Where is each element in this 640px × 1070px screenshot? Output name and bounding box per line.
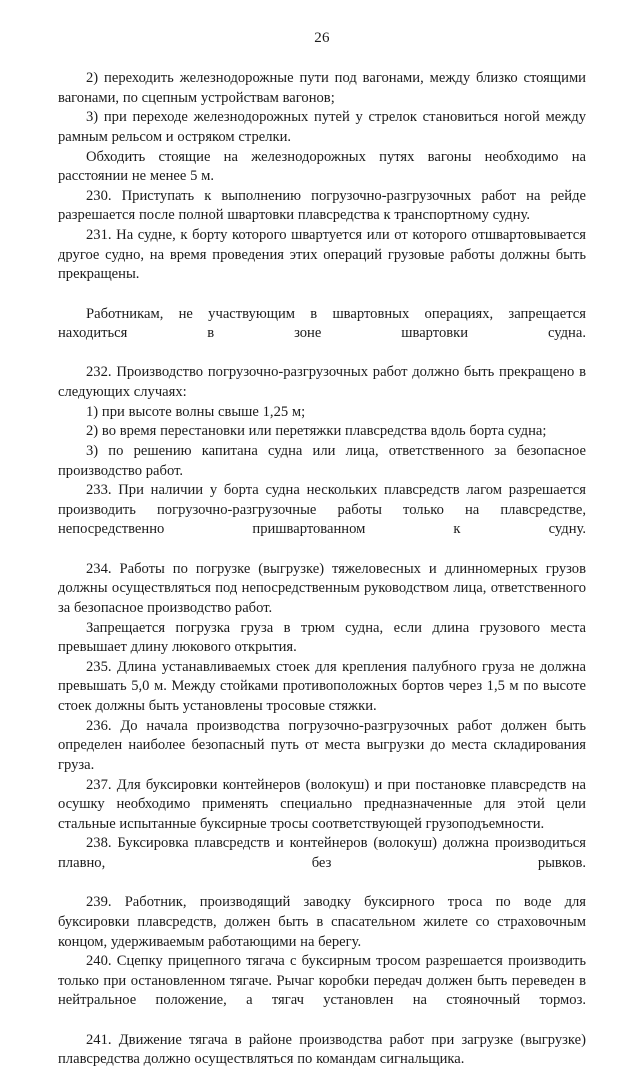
paragraph: 237. Для буксировки контейнеров (волокуш) и при постановке плавсредств на осушку необходимо применять специально предназначенные для этой цели стальные испытанные буксирные тросы соответствующей грузоподъемности. — [58, 776, 586, 832]
paragraph: 238. Буксировка плавсредств и контейнеров (волокуш) должна производиться плавно, без рывков. — [58, 835, 586, 871]
paragraph: 234. Работы по погрузке (выгрузке) тяжеловесных и длинномерных грузов должны осуществляться под непосредственным руководством лица, ответственного за безопасное производство работ. — [58, 560, 586, 616]
paragraph: 233. При наличии у борта судна нескольких плавсредств лагом разрешается производить погрузочно-разгрузочные работы только на плавсредстве, непосредственно пришвартованном к судну. — [58, 482, 586, 538]
paragraph: Запрещается погрузка груза в трюм судна, если длина грузового места превышает длину люкового открытия. — [58, 619, 586, 656]
paragraph: 236. До начала производства погрузочно-разгрузочных работ должен быть определен наиболее безопасный путь от места выгрузки до места складирования груза. — [58, 717, 586, 773]
paragraph: 239. Работник, производящий заводку буксирного троса по воде для буксировки плавсредств, должен быть в спасательном жилете со страховочным концом, удерживаемым работающими на берегу. — [58, 894, 586, 950]
paragraph: 241. Движение тягача в районе производства работ при загрузке (выгрузке) плавсредства должно осуществляться по командам сигнальщика. — [58, 1031, 586, 1068]
paragraph: Работникам, не участвующим в швартовных операциях, запрещается находиться в зоне швартовки судна. — [58, 305, 586, 342]
paragraph: 1) при высоте волны свыше 1,25 м; — [86, 403, 306, 420]
paragraph: 232. Производство погрузочно-разгрузочных работ должно быть прекращено в следующих случаях: — [58, 364, 586, 400]
paragraph: 235. Длина устанавливаемых стоек для крепления палубного груза не должна превышать 5,0 м. Между стойками противоположных бортов через 1,5 м по высоте стоек должны быть установлены тросовые стяжки. — [58, 658, 586, 714]
paragraph: 230. Приступать к выполнению погрузочно-разгрузочных работ на рейде разрешается после полной швартовки плавсредства к транспортному судну. — [58, 187, 586, 224]
paragraph: 2) во время перестановки или перетяжки плавсредства вдоль борта судна; — [86, 423, 547, 440]
paragraph: Обходить стоящие на железнодорожных путях вагоны необходимо на расстоянии не менее 5 м. — [58, 148, 586, 185]
paragraph: 3) при переходе железнодорожных путей у стрелок становиться ногой между рамным рельсом и остряком стрелки. — [58, 109, 586, 145]
page-number: 26 — [314, 30, 330, 46]
document-body — [58, 69, 586, 1070]
paragraph: 240. Сцепку прицепного тягача с буксирным тросом разрешается производить только при остановленном тягаче. Рычаг коробки передач должен быть переведен в нейтральное положение, а тягач установлен на стояночный тормоз. — [58, 953, 586, 1009]
paragraph: 231. На судне, к борту которого швартуется или от которого отшвартовывается другое судно, на время проведения этих операций грузовые работы должны быть прекращены. — [58, 227, 586, 283]
paragraph: 2) переходить железнодорожные пути под вагонами, между близко стоящими вагонами, по сцепным устройствам вагонов; — [58, 70, 586, 106]
paragraph: 3) по решению капитана судна или лица, ответственного за безопасное производство работ. — [58, 442, 586, 479]
